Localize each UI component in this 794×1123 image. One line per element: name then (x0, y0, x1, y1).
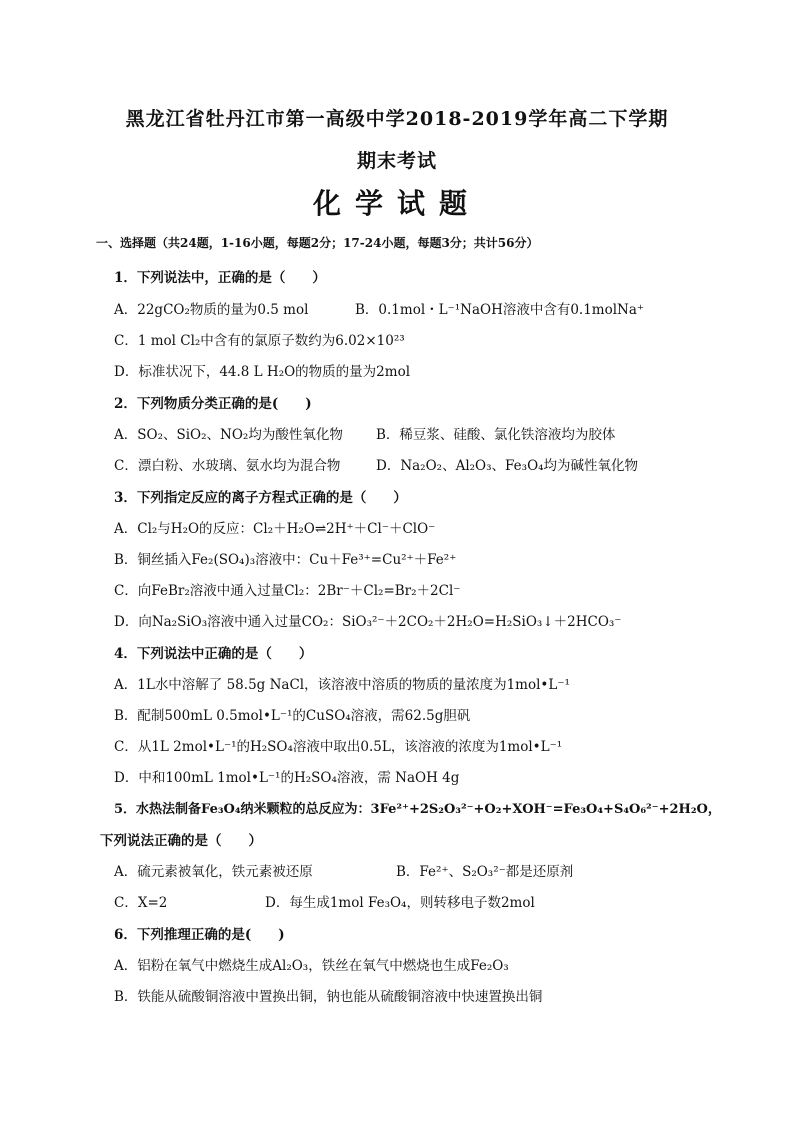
question-5-option-c: C．X=2 (114, 895, 168, 911)
exam-title-line1: 黑龙江省牡丹江市第一高级中学2018-2019学年高二下学期 (125, 108, 669, 130)
question-1-option-c: C．1 mol Cl₂中含有的氯原子数约为6.02×10²³ (114, 333, 405, 349)
question-4-stem: 4．下列说法中正确的是（ ） (114, 646, 313, 662)
question-2-option-a: A．SO₂、SiO₂、NO₂均为酸性氧化物 (114, 427, 343, 443)
question-5-option-b: B．Fe²⁺、S₂O₃²⁻都是还原剂 (396, 864, 574, 880)
question-1-option-d: D．标准状况下，44.8 L H₂O的物质的量为2mol (114, 364, 411, 380)
section-heading: 一、选择题（共24题，1-16小题，每题2分；17-24小题，每题3分；共计56分） (96, 236, 539, 250)
subject-title: 化学试题 (312, 187, 481, 220)
question-5-option-d: D．每生成1mol Fe₃O₄，则转移电子数2mol (265, 895, 535, 911)
question-6-option-a: A．铝粉在氧气中燃烧生成Al₂O₃，铁丝在氧气中燃烧也生成Fe₂O₃ (114, 958, 509, 974)
question-3-option-b: B．铜丝插入Fe₂(SO₄)₃溶液中：Cu＋Fe³⁺=Cu²⁺＋Fe²⁺ (114, 552, 457, 568)
question-2-option-b: B．稀豆浆、硅酸、氯化铁溶液均为胶体 (376, 427, 616, 443)
question-2-option-c: C．漂白粉、水玻璃、氨水均为混合物 (114, 458, 341, 474)
question-6-option-b: B．铁能从硫酸铜溶液中置换出铜，钠也能从硫酸铜溶液中快速置换出铜 (114, 989, 543, 1005)
question-3-stem: 3．下列指定反应的离子方程式正确的是（ ） (114, 490, 407, 506)
question-5-stem: 5．水热法制备Fe₃O₄纳米颗粒的总反应为：3Fe²⁺+2S₂O₃²⁻+O₂+XOH⁻=Fe₃O₄+S₄O₆²⁻+2H₂O， (114, 802, 721, 817)
question-4-option-b: B．配制500mL 0.5mol•L⁻¹的CuSO₄溶液，需62.5g胆矾 (114, 708, 471, 724)
question-4-option-c: C．从1L 2mol•L⁻¹的H₂SO₄溶液中取出0.5L，该溶液的浓度为1mol•L⁻¹ (114, 739, 563, 755)
question-4-option-d: D．中和100mL 1mol•L⁻¹的H₂SO₄溶液，需 NaOH 4g (114, 770, 460, 786)
question-1-option-b: B．0.1mol・L⁻¹NaOH溶液中含有0.1molNa⁺ (355, 302, 645, 318)
question-2-stem: 2．下列物质分类正确的是( ) (114, 396, 312, 412)
question-6-stem: 6．下列推理正确的是( ) (114, 927, 285, 943)
question-4-option-a: A．1L水中溶解了 58.5g NaCl，该溶液中溶质的物质的量浓度为1mol•L⁻¹ (114, 677, 570, 693)
question-3-option-d: D．向Na₂SiO₃溶液中通入过量CO₂：SiO₃²⁻＋2CO₂＋2H₂O=H₂SiO₃↓＋2HCO₃⁻ (114, 614, 622, 630)
question-5-stem-continued: 下列说法正确的是（ ） (100, 833, 262, 849)
question-3-option-c: C．向FeBr₂溶液中通入过量Cl₂：2Br⁻＋Cl₂=Br₂＋2Cl⁻ (114, 583, 461, 599)
question-2-option-d: D．Na₂O₂、Al₂O₃、Fe₃O₄均为碱性氧化物 (376, 458, 639, 474)
question-5-option-a: A．硫元素被氧化，铁元素被还原 (114, 864, 313, 880)
question-1-stem: 1．下列说法中，正确的是（ ） (114, 270, 326, 286)
question-3-option-a: A．Cl₂与H₂O的反应：Cl₂＋H₂O⇌2H⁺＋Cl⁻＋ClO⁻ (114, 521, 436, 537)
exam-title-line2: 期末考试 (356, 150, 437, 172)
question-1-option-a: A．22gCO₂物质的量为0.5 mol (114, 302, 309, 318)
